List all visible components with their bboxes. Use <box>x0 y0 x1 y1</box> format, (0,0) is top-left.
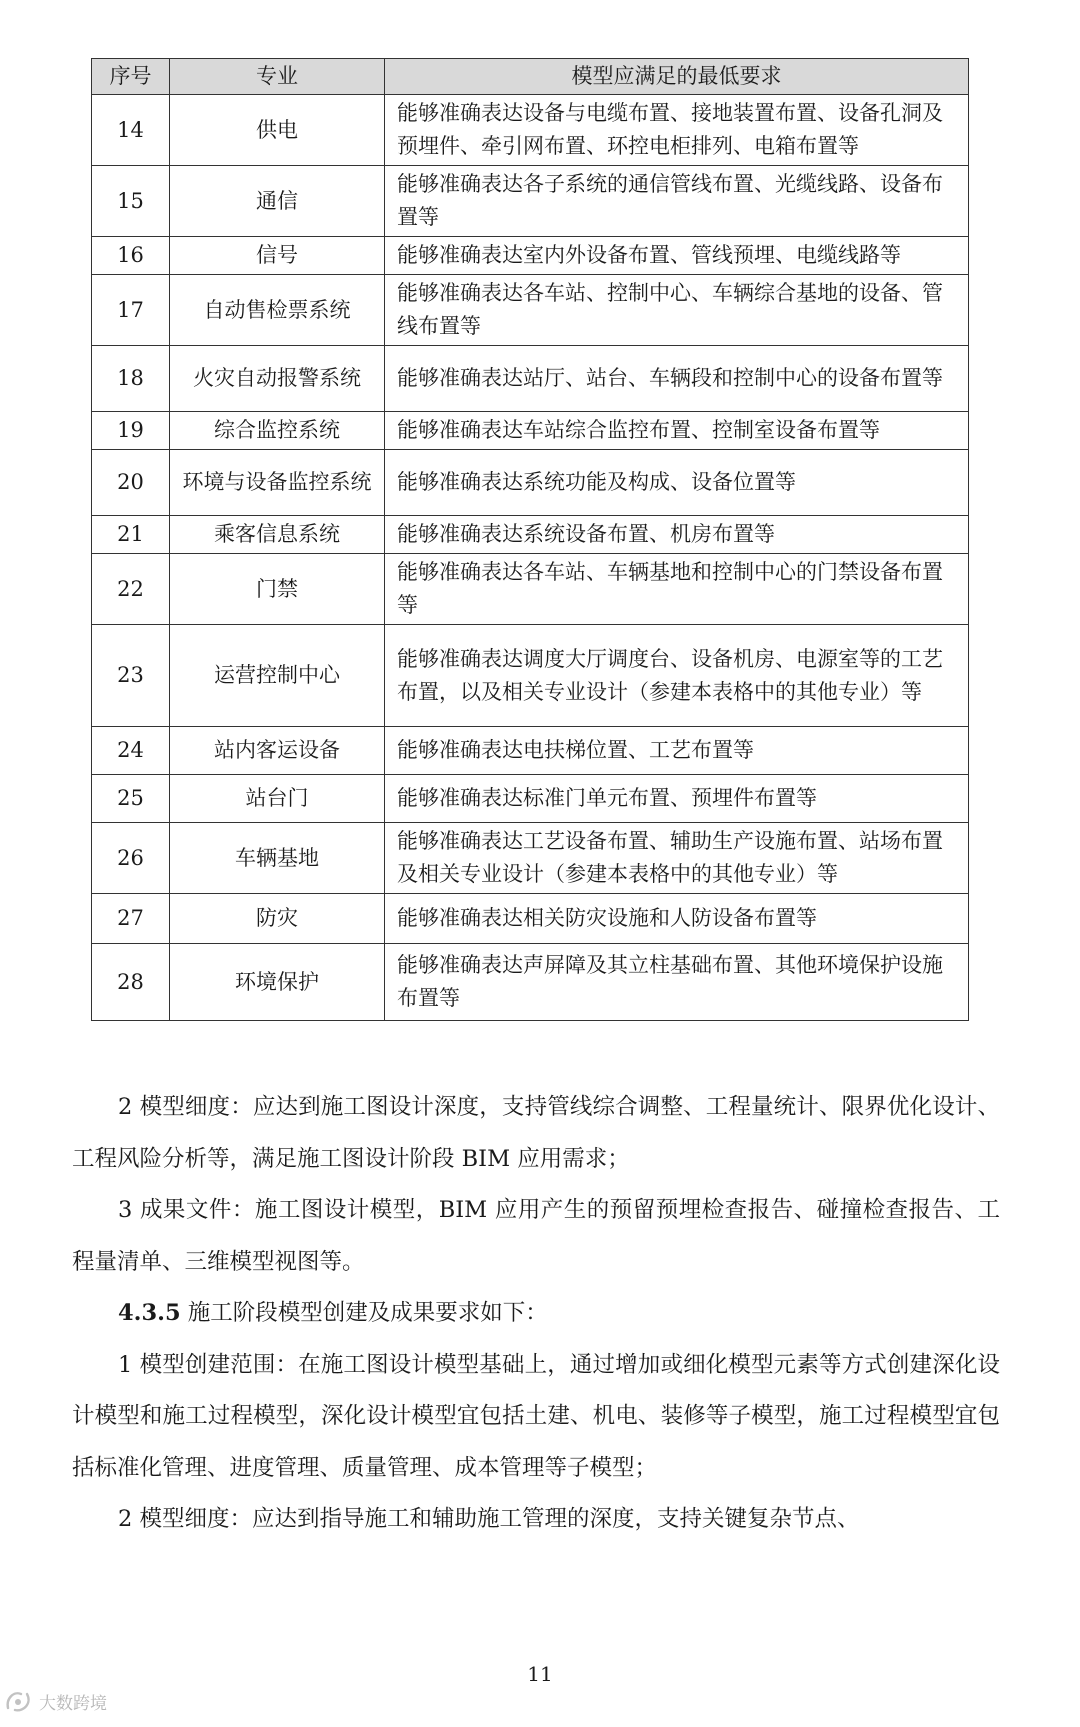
row-discipline: 防灾 <box>170 894 385 944</box>
table-row <box>92 775 969 823</box>
page-number: 11 <box>527 1662 553 1686</box>
row-index: 25 <box>92 775 170 823</box>
table-row <box>92 275 969 346</box>
row-discipline: 车辆基地 <box>170 823 385 894</box>
table-row <box>92 727 969 775</box>
row-requirement: 能够准确表达标准门单元布置、预埋件布置等 <box>385 775 969 823</box>
row-discipline: 火灾自动报警系统 <box>170 346 385 412</box>
table-row <box>92 237 969 275</box>
row-index: 22 <box>92 554 170 625</box>
table-row <box>92 95 969 166</box>
row-index: 18 <box>92 346 170 412</box>
row-discipline: 自动售检票系统 <box>170 275 385 346</box>
table-row <box>92 823 969 894</box>
paragraph-model-detail-construction: 2 模型细度：应达到指导施工和辅助施工管理的深度，支持关键复杂节点、 <box>118 1506 860 1532</box>
row-discipline: 乘客信息系统 <box>170 516 385 554</box>
watermark-text: 大数跨境 <box>39 1693 107 1714</box>
table-row <box>92 894 969 944</box>
table-row <box>92 554 969 625</box>
row-index: 14 <box>92 95 170 166</box>
row-index: 16 <box>92 237 170 275</box>
paragraph-deliverables: 3 成果文件：施工图设计模型，BIM 应用产生的预留预埋检查报告、碰撞检查报告、工程量清单、三维模型视图等。 <box>72 1197 1000 1275</box>
row-requirement: 能够准确表达各子系统的通信管线布置、光缆线路、设备布置等 <box>385 166 969 237</box>
row-requirement: 能够准确表达调度大厅调度台、设备机房、电源室等的工艺布置，以及相关专业设计（参建本表格中的其他专业）等 <box>385 625 969 727</box>
header-discipline: 专业 <box>170 59 385 95</box>
logo-icon <box>4 1688 34 1714</box>
paragraph-model-scope: 1 模型创建范围：在施工图设计模型基础上，通过增加或细化模型元素等方式创建深化设计模型和施工过程模型，深化设计模型宜包括土建、机电、装修等子模型，施工过程模型宜包括标准化管理、进度管理、质量管理、成本管理等子模型； <box>72 1351 1000 1481</box>
table-row <box>92 346 969 412</box>
table-row <box>92 944 969 1021</box>
row-index: 26 <box>92 823 170 894</box>
row-index: 28 <box>92 944 170 1021</box>
table-row <box>92 166 969 237</box>
row-requirement: 能够准确表达各车站、车辆基地和控制中心的门禁设备布置等 <box>385 554 969 625</box>
section-heading-text: 施工阶段模型创建及成果要求如下： <box>180 1300 548 1326</box>
header-row <box>92 59 969 95</box>
row-requirement: 能够准确表达室内外设备布置、管线预埋、电缆线路等 <box>385 237 969 275</box>
row-requirement: 能够准确表达设备与电缆布置、接地装置布置、设备孔洞及预埋件、牵引网布置、环控电柜排列、电箱布置等 <box>385 95 969 166</box>
table-body <box>92 95 969 1021</box>
row-discipline: 站内客运设备 <box>170 727 385 775</box>
row-index: 15 <box>92 166 170 237</box>
row-discipline: 信号 <box>170 237 385 275</box>
row-requirement: 能够准确表达工艺设备布置、辅助生产设施布置、站场布置及相关专业设计（参建本表格中的其他专业）等 <box>385 823 969 894</box>
requirements-table <box>91 58 969 1021</box>
row-discipline: 环境与设备监控系统 <box>170 450 385 516</box>
row-index: 23 <box>92 625 170 727</box>
row-index: 21 <box>92 516 170 554</box>
header-requirement: 模型应满足的最低要求 <box>385 59 969 95</box>
row-requirement: 能够准确表达站厅、站台、车辆段和控制中心的设备布置等 <box>385 346 969 412</box>
row-requirement: 能够准确表达相关防灾设施和人防设备布置等 <box>385 894 969 944</box>
row-discipline: 门禁 <box>170 554 385 625</box>
row-discipline: 通信 <box>170 166 385 237</box>
section-number: 4.3.5 <box>118 1300 181 1326</box>
table-row <box>92 412 969 450</box>
row-requirement: 能够准确表达系统设备布置、机房布置等 <box>385 516 969 554</box>
row-index: 24 <box>92 727 170 775</box>
paragraph-section-heading <box>72 1288 1000 1340</box>
row-index: 17 <box>92 275 170 346</box>
row-discipline: 供电 <box>170 95 385 166</box>
row-requirement: 能够准确表达车站综合监控布置、控制室设备布置等 <box>385 412 969 450</box>
row-index: 27 <box>92 894 170 944</box>
row-discipline: 站台门 <box>170 775 385 823</box>
row-requirement: 能够准确表达系统功能及构成、设备位置等 <box>385 450 969 516</box>
row-requirement: 能够准确表达各车站、控制中心、车辆综合基地的设备、管线布置等 <box>385 275 969 346</box>
watermark <box>4 1688 107 1714</box>
row-requirement: 能够准确表达电扶梯位置、工艺布置等 <box>385 727 969 775</box>
row-discipline: 综合监控系统 <box>170 412 385 450</box>
paragraph-model-detail: 2 模型细度：应达到施工图设计深度，支持管线综合调整、工程量统计、限界优化设计、工程风险分析等，满足施工图设计阶段 BIM 应用需求； <box>72 1094 1000 1172</box>
row-index: 19 <box>92 412 170 450</box>
header-index: 序号 <box>92 59 170 95</box>
body-text <box>72 1082 1000 1546</box>
table-header <box>92 59 969 95</box>
row-index: 20 <box>92 450 170 516</box>
table-row <box>92 625 969 727</box>
row-requirement: 能够准确表达声屏障及其立柱基础布置、其他环境保护设施布置等 <box>385 944 969 1021</box>
table-row <box>92 516 969 554</box>
table-row <box>92 450 969 516</box>
row-discipline: 运营控制中心 <box>170 625 385 727</box>
row-discipline: 环境保护 <box>170 944 385 1021</box>
